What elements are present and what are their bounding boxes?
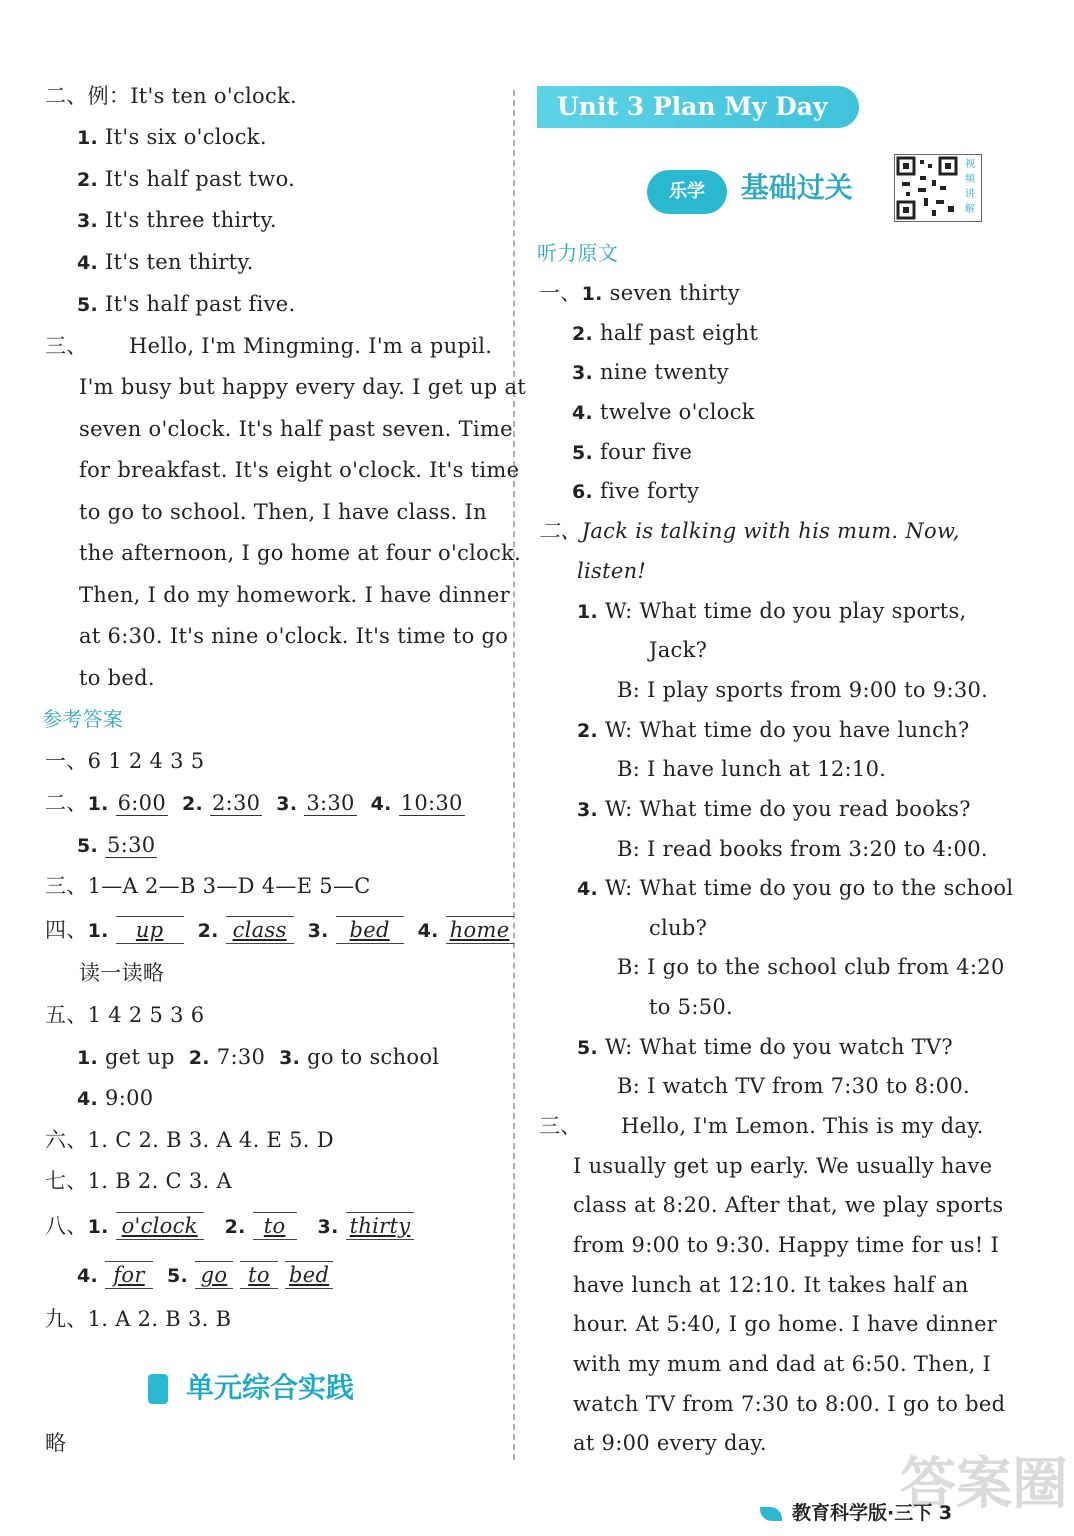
intro-line: listen! xyxy=(577,559,647,583)
list-item: 3. It's three thirty. xyxy=(77,208,277,232)
dialogue-line: 5. W: What time do you watch TV? xyxy=(577,1035,953,1059)
answer-line: 七、1. B 2. C 3. A xyxy=(45,1169,232,1193)
dialogue-line: 3. W: What time do you read books? xyxy=(577,797,971,821)
passage-line: have lunch at 12:10. It takes half an xyxy=(573,1273,969,1297)
passage-line: with my mum and dad at 6:50. Then, I xyxy=(573,1352,992,1376)
passage-line: Hello, I'm Lemon. This is my day. xyxy=(621,1114,984,1138)
dialogue-line: B: I have lunch at 12:10. xyxy=(617,757,887,781)
answer-line: 五、1 4 2 5 3 6 xyxy=(45,1003,205,1027)
passage-line: seven o'clock. It's half past seven. Time xyxy=(79,417,513,441)
answer-line: 二、1. 6:00 2. 2:30 3. 3:30 4. 10:30 xyxy=(45,791,463,815)
passage-line: to bed. xyxy=(79,666,155,690)
passage-line: at 6:30. It's nine o'clock. It's time to go xyxy=(79,624,509,648)
list-item: 2. half past eight xyxy=(572,321,759,345)
watermark: 答案圈 xyxy=(900,1452,1068,1517)
passage-line: for breakfast. It's eight o'clock. It's time xyxy=(79,458,520,482)
dialogue-line: to 5:50. xyxy=(649,995,733,1019)
passage-line: watch TV from 7:30 to 8:00. I go to bed xyxy=(573,1392,1006,1416)
list-item: 5. four five xyxy=(572,440,693,464)
book-icon xyxy=(148,1374,168,1404)
list-item: 6. five forty xyxy=(572,479,700,503)
passage-line: I'm busy but happy every day. I get up at xyxy=(79,375,527,399)
dialogue-line: B: I watch TV from 7:30 to 8:00. xyxy=(617,1074,970,1098)
page-footer: 教育科学版·三下 3 xyxy=(760,1498,952,1525)
section-label: 三、 xyxy=(539,1114,582,1138)
passage-line: class at 8:20. After that, we play sports xyxy=(573,1193,1004,1217)
answer-line: 九、1. A 2. B 3. B xyxy=(45,1307,232,1331)
practice-title: 单元综合实践 xyxy=(148,1366,354,1406)
answer-line: 4. 9:00 xyxy=(77,1086,154,1110)
list-item: 2. It's half past two. xyxy=(77,167,296,191)
dialogue-line: Jack? xyxy=(649,638,708,662)
practice-answer: 略 xyxy=(45,1431,67,1455)
dialogue-line: 4. W: What time do you go to the school xyxy=(577,876,1014,900)
qr-icon xyxy=(896,156,958,220)
passage-line: hour. At 5:40, I go home. I have dinner xyxy=(573,1312,998,1336)
list-item: 1. It's six o'clock. xyxy=(77,125,267,149)
intro-line: 二、Jack is talking with his mum. Now, xyxy=(539,519,960,543)
passage-line: from 9:00 to 9:30. Happy time for us! I xyxy=(573,1233,1000,1257)
list-item: 3. nine twenty xyxy=(572,360,729,384)
column-divider xyxy=(513,90,515,1460)
answer-line: 三、1—A 2—B 3—D 4—E 5—C xyxy=(45,874,371,898)
list-item: 4. It's ten thirty. xyxy=(77,250,254,274)
listening-title: 听力原文 xyxy=(537,241,619,265)
qr-code[interactable] xyxy=(894,154,982,222)
answer-line: 4. for 5. go to bed xyxy=(77,1260,333,1291)
dialogue-line: B: I go to the school club from 4:20 xyxy=(617,955,1005,979)
dialogue-line: B: I read books from 3:20 to 4:00. xyxy=(617,837,988,861)
example-line: 二、例：It's ten o'clock. xyxy=(45,84,298,108)
section-badge: 乐学 xyxy=(647,170,727,214)
dialogue-line: 1. W: What time do you play sports, xyxy=(577,599,967,623)
passage-line: I usually get up early. We usually have xyxy=(573,1154,993,1178)
answers-title: 参考答案 xyxy=(42,707,124,731)
unit-banner: Unit 3 Plan My Day xyxy=(537,86,859,128)
leaf-icon xyxy=(760,1507,782,1521)
list-item: 4. twelve o'clock xyxy=(572,400,755,424)
section-title: 乐学 基础过关 xyxy=(647,166,853,214)
answer-line: 八、1. o'clock 2. to 3. thirty xyxy=(45,1211,414,1242)
passage-line: to go to school. Then, I have class. In xyxy=(79,500,487,524)
qr-caption: 视频讲解 xyxy=(965,159,975,215)
passage-line: at 9:00 every day. xyxy=(573,1431,767,1455)
answer-line: 一、6 1 2 4 3 5 xyxy=(45,749,205,773)
list-item: 一、1. seven thirty xyxy=(539,281,740,305)
passage-line: the afternoon, I go home at four o'clock. xyxy=(79,541,522,565)
list-item: 5. It's half past five. xyxy=(77,292,296,316)
passage-line: Then, I do my homework. I have dinner xyxy=(79,583,511,607)
answer-line: 1. get up 2. 7:30 3. go to school xyxy=(77,1045,440,1069)
answer-line: 四、1. up 2. class 3. bed 4. home xyxy=(45,915,514,946)
answer-line: 5. 5:30 xyxy=(77,833,156,857)
dialogue-line: 2. W: What time do you have lunch? xyxy=(577,718,970,742)
dialogue-line: club? xyxy=(649,916,708,940)
dialogue-line: B: I play sports from 9:00 to 9:30. xyxy=(617,678,989,702)
passage-line: Hello, I'm Mingming. I'm a pupil. xyxy=(129,334,493,358)
answer-line: 六、1. C 2. B 3. A 4. E 5. D xyxy=(45,1128,334,1152)
section-label: 三、 xyxy=(45,334,88,358)
answer-note: 读一读略 xyxy=(79,961,165,985)
